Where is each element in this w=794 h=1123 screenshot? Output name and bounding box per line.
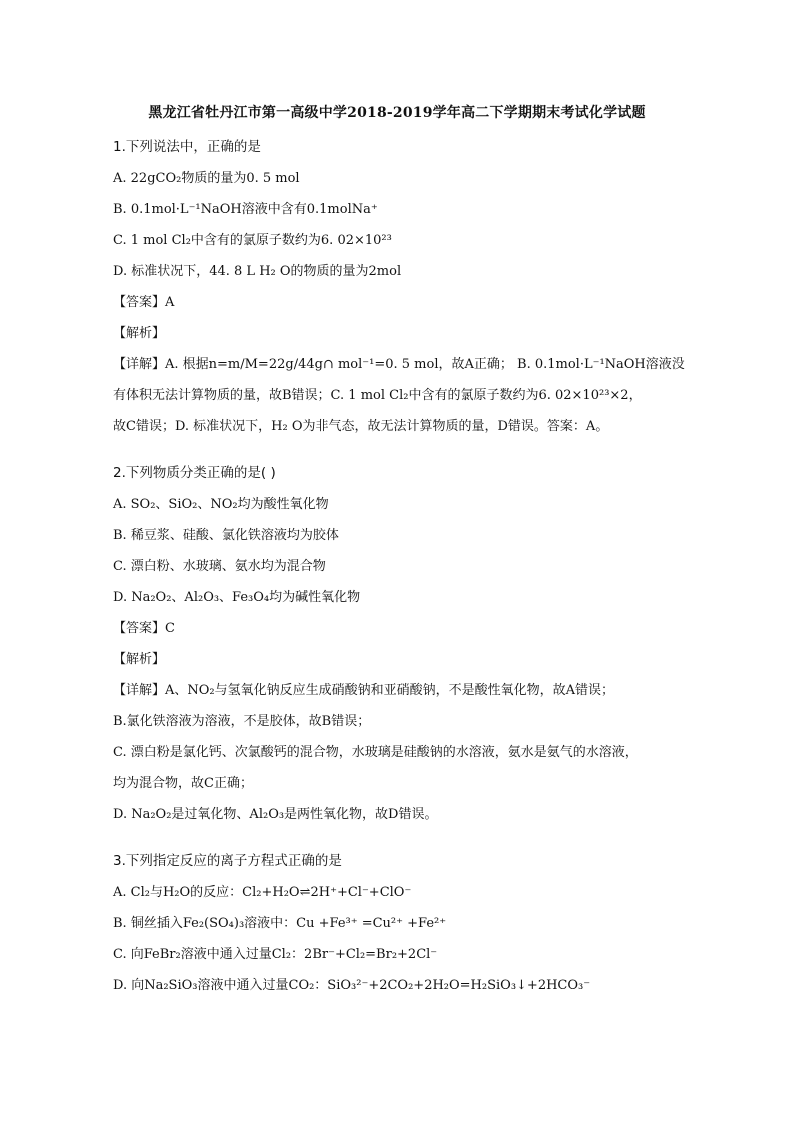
question-2-detail-line: B.氯化铁溶液为溶液，不是胶体，故B错误； — [113, 714, 371, 729]
question-2-detail-line: 均为混合物，故C正确； — [113, 776, 253, 791]
question-2-answer: 【答案】C — [113, 621, 175, 636]
question-2-analysis-label: 【解析】 — [113, 652, 166, 667]
question-1-option-d: D. 标准状况下，44. 8 L H₂ O的物质的量为2mol — [113, 264, 402, 279]
question-1-detail-line: 故C错误；D. 标准状况下，H₂ O为非气态，故无法计算物质的量，D错误。答案：A。 — [113, 419, 609, 434]
question-2-detail-line: 【详解】A、NO₂与氢氧化钠反应生成硝酸钠和亚硝酸钠，不是酸性氧化物，故A错误； — [113, 683, 615, 698]
question-3-option-a: A. Cl₂与H₂O的反应：Cl₂+H₂O⇌2H⁺+Cl⁻+ClO⁻ — [113, 885, 412, 900]
question-1-detail-line: 【详解】A. 根据n=m/M=22g/44g∩ mol⁻¹=0. 5 mol，故A正确； B. 0.1mol·L⁻¹NaOH溶液没 — [113, 357, 685, 372]
question-1-option-c: C. 1 mol Cl₂中含有的氯原子数约为6. 02×10²³ — [113, 233, 392, 248]
question-1-option-a: A. 22gCO₂物质的量为0. 5 mol — [113, 171, 300, 186]
question-1-stem: 1.下列说法中，正确的是 — [113, 139, 261, 155]
question-1-option-b: B. 0.1mol·L⁻¹NaOH溶液中含有0.1molNa⁺ — [113, 202, 378, 217]
question-3-option-d: D. 向Na₂SiO₃溶液中通入过量CO₂：SiO₃²⁻+2CO₂+2H₂O=H₂SiO₃↓+2HCO₃⁻ — [113, 978, 591, 993]
document-body — [113, 132, 693, 1001]
question-3-option-c: C. 向FeBr₂溶液中通入过量Cl₂：2Br⁻+Cl₂=Br₂+2Cl⁻ — [113, 947, 438, 962]
question-2-detail-line: D. Na₂O₂是过氧化物、Al₂O₃是两性氧化物，故D错误。 — [113, 807, 438, 822]
question-2-stem: 2.下列物质分类正确的是( ) — [113, 465, 276, 481]
question-2-option-c: C. 漂白粉、水玻璃、氨水均为混合物 — [113, 559, 326, 574]
question-1-analysis-label: 【解析】 — [113, 326, 166, 341]
document-title: 黑龙江省牡丹江市第一高级中学2018-2019学年高二下学期期末考试化学试题 — [148, 105, 646, 121]
question-3-stem: 3.下列指定反应的离子方程式正确的是 — [113, 853, 342, 869]
question-2-option-a: A. SO₂、SiO₂、NO₂均为酸性氧化物 — [113, 497, 329, 512]
question-1-detail-line: 有体积无法计算物质的量，故B错误；C. 1 mol Cl₂中含有的氯原子数约为6. 02×10²³×2， — [113, 388, 642, 403]
question-2-detail-line: C. 漂白粉是氯化钙、次氯酸钙的混合物，水玻璃是硅酸钠的水溶液，氨水是氨气的水溶液， — [113, 745, 638, 760]
question-2-option-b: B. 稀豆浆、硅酸、氯化铁溶液均为胶体 — [113, 528, 339, 543]
question-2-option-d: D. Na₂O₂、Al₂O₃、Fe₃O₄均为碱性氧化物 — [113, 590, 361, 605]
question-3-option-b: B. 铜丝插入Fe₂(SO₄)₃溶液中：Cu +Fe³⁺ =Cu²⁺ +Fe²⁺ — [113, 916, 447, 931]
question-1-answer: 【答案】A — [113, 295, 175, 310]
